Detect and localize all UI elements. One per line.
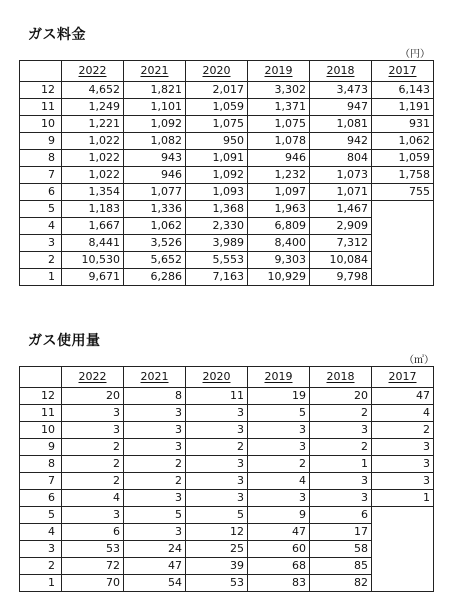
value-cell: 3 bbox=[124, 439, 186, 456]
value-cell: 5,652 bbox=[124, 252, 186, 269]
table-row bbox=[20, 201, 434, 218]
value-cell: 3 bbox=[310, 473, 372, 490]
month-cell: 9 bbox=[20, 133, 62, 150]
value-cell: 72 bbox=[62, 558, 124, 575]
year-header-label: 2021 bbox=[140, 64, 169, 77]
value-cell: 946 bbox=[124, 167, 186, 184]
value-cell bbox=[372, 507, 434, 524]
month-cell: 10 bbox=[20, 422, 62, 439]
value-cell: 5 bbox=[248, 405, 310, 422]
value-cell: 3 bbox=[124, 422, 186, 439]
table-row bbox=[20, 252, 434, 269]
value-cell: 1,963 bbox=[248, 201, 310, 218]
value-cell: 3 bbox=[124, 490, 186, 507]
value-cell: 9,303 bbox=[248, 252, 310, 269]
value-cell: 1,077 bbox=[124, 184, 186, 201]
value-cell: 9 bbox=[248, 507, 310, 524]
value-cell: 6,143 bbox=[372, 82, 434, 99]
value-cell: 9,671 bbox=[62, 269, 124, 286]
gas-usage-unit: （㎥） bbox=[404, 355, 434, 366]
value-cell: 3 bbox=[310, 490, 372, 507]
value-cell: 1,022 bbox=[62, 150, 124, 167]
value-cell: 58 bbox=[310, 541, 372, 558]
value-cell: 11 bbox=[186, 388, 248, 405]
value-cell: 10,530 bbox=[62, 252, 124, 269]
year-header-cell bbox=[62, 61, 124, 82]
month-cell: 8 bbox=[20, 456, 62, 473]
table-row bbox=[20, 218, 434, 235]
value-cell: 1,091 bbox=[186, 150, 248, 167]
value-cell: 1,075 bbox=[248, 116, 310, 133]
value-cell: 19 bbox=[248, 388, 310, 405]
value-cell: 3 bbox=[186, 422, 248, 439]
table-row bbox=[20, 507, 434, 524]
value-cell: 2 bbox=[62, 439, 124, 456]
value-cell: 1,071 bbox=[310, 184, 372, 201]
table-row bbox=[20, 490, 434, 507]
value-cell: 1 bbox=[310, 456, 372, 473]
year-header-label: 2019 bbox=[264, 370, 293, 383]
year-header-label: 2022 bbox=[78, 370, 107, 383]
value-cell: 2 bbox=[124, 473, 186, 490]
value-cell: 1,062 bbox=[372, 133, 434, 150]
value-cell: 3 bbox=[62, 507, 124, 524]
value-cell: 9,798 bbox=[310, 269, 372, 286]
month-cell: 1 bbox=[20, 269, 62, 286]
value-cell: 946 bbox=[248, 150, 310, 167]
value-cell: 20 bbox=[310, 388, 372, 405]
value-cell: 3 bbox=[124, 405, 186, 422]
value-cell: 1,336 bbox=[124, 201, 186, 218]
value-cell: 10,084 bbox=[310, 252, 372, 269]
month-cell: 12 bbox=[20, 388, 62, 405]
value-cell: 2,017 bbox=[186, 82, 248, 99]
value-cell: 931 bbox=[372, 116, 434, 133]
value-cell: 3 bbox=[372, 439, 434, 456]
gas-fee-title: ガス料金 bbox=[28, 27, 86, 43]
table-row bbox=[20, 541, 434, 558]
month-cell: 12 bbox=[20, 82, 62, 99]
table-row bbox=[20, 184, 434, 201]
value-cell: 1,092 bbox=[186, 167, 248, 184]
value-cell: 6,809 bbox=[248, 218, 310, 235]
value-cell: 4,652 bbox=[62, 82, 124, 99]
value-cell bbox=[372, 575, 434, 592]
value-cell: 6,286 bbox=[124, 269, 186, 286]
value-cell: 54 bbox=[124, 575, 186, 592]
value-cell bbox=[372, 541, 434, 558]
value-cell: 70 bbox=[62, 575, 124, 592]
value-cell: 3 bbox=[248, 439, 310, 456]
value-cell: 1,467 bbox=[310, 201, 372, 218]
gas-usage-title: ガス使用量 bbox=[28, 333, 101, 349]
value-cell: 3 bbox=[62, 405, 124, 422]
value-cell bbox=[372, 218, 434, 235]
value-cell: 68 bbox=[248, 558, 310, 575]
value-cell: 1,221 bbox=[62, 116, 124, 133]
value-cell: 1,191 bbox=[372, 99, 434, 116]
table-row bbox=[20, 133, 434, 150]
value-cell: 8 bbox=[124, 388, 186, 405]
header-corner-cell bbox=[20, 367, 62, 388]
table-row bbox=[20, 473, 434, 490]
month-cell: 1 bbox=[20, 575, 62, 592]
value-cell bbox=[372, 524, 434, 541]
month-cell: 5 bbox=[20, 201, 62, 218]
value-cell: 1,183 bbox=[62, 201, 124, 218]
value-cell: 5,553 bbox=[186, 252, 248, 269]
value-cell: 4 bbox=[62, 490, 124, 507]
year-header-label: 2020 bbox=[202, 64, 231, 77]
year-header-cell bbox=[124, 61, 186, 82]
value-cell: 2 bbox=[310, 405, 372, 422]
value-cell: 3 bbox=[310, 422, 372, 439]
table-row bbox=[20, 388, 434, 405]
header-row bbox=[20, 61, 434, 82]
year-header-cell bbox=[62, 367, 124, 388]
value-cell: 2,330 bbox=[186, 218, 248, 235]
table-row bbox=[20, 116, 434, 133]
value-cell: 1,073 bbox=[310, 167, 372, 184]
value-cell: 1,354 bbox=[62, 184, 124, 201]
value-cell bbox=[372, 201, 434, 218]
value-cell: 5 bbox=[124, 507, 186, 524]
value-cell: 804 bbox=[310, 150, 372, 167]
value-cell: 1,232 bbox=[248, 167, 310, 184]
value-cell: 53 bbox=[186, 575, 248, 592]
value-cell: 3 bbox=[248, 490, 310, 507]
value-cell: 17 bbox=[310, 524, 372, 541]
value-cell: 6 bbox=[62, 524, 124, 541]
value-cell: 2 bbox=[310, 439, 372, 456]
value-cell: 1,101 bbox=[124, 99, 186, 116]
table-row bbox=[20, 167, 434, 184]
month-cell: 7 bbox=[20, 167, 62, 184]
value-cell: 950 bbox=[186, 133, 248, 150]
value-cell: 82 bbox=[310, 575, 372, 592]
year-header-label: 2021 bbox=[140, 370, 169, 383]
table-row bbox=[20, 558, 434, 575]
value-cell: 2 bbox=[62, 456, 124, 473]
table-row bbox=[20, 150, 434, 167]
year-header-cell bbox=[248, 367, 310, 388]
value-cell: 20 bbox=[62, 388, 124, 405]
table-row bbox=[20, 99, 434, 116]
table-row bbox=[20, 524, 434, 541]
value-cell: 53 bbox=[62, 541, 124, 558]
value-cell: 39 bbox=[186, 558, 248, 575]
year-header-cell bbox=[310, 367, 372, 388]
value-cell: 2 bbox=[372, 422, 434, 439]
month-cell: 4 bbox=[20, 218, 62, 235]
year-header-label: 2020 bbox=[202, 370, 231, 383]
table-row bbox=[20, 405, 434, 422]
value-cell: 1,059 bbox=[186, 99, 248, 116]
year-header-label: 2017 bbox=[388, 370, 417, 383]
value-cell: 1,059 bbox=[372, 150, 434, 167]
value-cell: 3 bbox=[248, 422, 310, 439]
value-cell: 2,909 bbox=[310, 218, 372, 235]
value-cell: 3 bbox=[186, 490, 248, 507]
value-cell: 3 bbox=[124, 524, 186, 541]
month-cell: 2 bbox=[20, 252, 62, 269]
value-cell: 1,082 bbox=[124, 133, 186, 150]
value-cell: 7,163 bbox=[186, 269, 248, 286]
value-cell: 47 bbox=[248, 524, 310, 541]
value-cell bbox=[372, 558, 434, 575]
table-row bbox=[20, 422, 434, 439]
year-header-label: 2022 bbox=[78, 64, 107, 77]
gas-fee-table bbox=[19, 60, 434, 286]
value-cell: 1,078 bbox=[248, 133, 310, 150]
value-cell: 1,022 bbox=[62, 133, 124, 150]
month-cell: 3 bbox=[20, 235, 62, 252]
value-cell: 3,473 bbox=[310, 82, 372, 99]
value-cell: 1,093 bbox=[186, 184, 248, 201]
year-header-cell bbox=[186, 367, 248, 388]
value-cell: 83 bbox=[248, 575, 310, 592]
year-header-cell bbox=[372, 61, 434, 82]
year-header-label: 2019 bbox=[264, 64, 293, 77]
value-cell: 8,400 bbox=[248, 235, 310, 252]
value-cell: 3 bbox=[372, 456, 434, 473]
value-cell: 3 bbox=[186, 456, 248, 473]
value-cell bbox=[372, 269, 434, 286]
header-row bbox=[20, 367, 434, 388]
value-cell: 1,075 bbox=[186, 116, 248, 133]
value-cell: 8,441 bbox=[62, 235, 124, 252]
gas-usage-table bbox=[19, 366, 434, 592]
value-cell: 943 bbox=[124, 150, 186, 167]
value-cell: 4 bbox=[248, 473, 310, 490]
value-cell: 3,526 bbox=[124, 235, 186, 252]
value-cell bbox=[372, 235, 434, 252]
value-cell: 755 bbox=[372, 184, 434, 201]
value-cell: 3 bbox=[62, 422, 124, 439]
value-cell: 5 bbox=[186, 507, 248, 524]
table-row bbox=[20, 235, 434, 252]
value-cell: 3,302 bbox=[248, 82, 310, 99]
year-header-cell bbox=[372, 367, 434, 388]
value-cell: 2 bbox=[62, 473, 124, 490]
table-row bbox=[20, 575, 434, 592]
gas-fee-unit: （円） bbox=[400, 49, 430, 60]
month-cell: 11 bbox=[20, 99, 62, 116]
value-cell: 12 bbox=[186, 524, 248, 541]
month-cell: 2 bbox=[20, 558, 62, 575]
value-cell: 60 bbox=[248, 541, 310, 558]
month-cell: 5 bbox=[20, 507, 62, 524]
value-cell: 47 bbox=[372, 388, 434, 405]
month-cell: 11 bbox=[20, 405, 62, 422]
value-cell: 24 bbox=[124, 541, 186, 558]
value-cell: 2 bbox=[248, 456, 310, 473]
value-cell bbox=[372, 252, 434, 269]
value-cell: 947 bbox=[310, 99, 372, 116]
value-cell: 3 bbox=[186, 473, 248, 490]
month-cell: 4 bbox=[20, 524, 62, 541]
year-header-cell bbox=[186, 61, 248, 82]
value-cell: 1,092 bbox=[124, 116, 186, 133]
value-cell: 1 bbox=[372, 490, 434, 507]
month-cell: 6 bbox=[20, 490, 62, 507]
table-row bbox=[20, 82, 434, 99]
value-cell: 1,022 bbox=[62, 167, 124, 184]
month-cell: 8 bbox=[20, 150, 62, 167]
month-cell: 10 bbox=[20, 116, 62, 133]
value-cell: 47 bbox=[124, 558, 186, 575]
year-header-cell bbox=[310, 61, 372, 82]
month-cell: 7 bbox=[20, 473, 62, 490]
value-cell: 2 bbox=[124, 456, 186, 473]
table-row bbox=[20, 269, 434, 286]
value-cell: 6 bbox=[310, 507, 372, 524]
value-cell: 1,249 bbox=[62, 99, 124, 116]
month-cell: 3 bbox=[20, 541, 62, 558]
value-cell: 942 bbox=[310, 133, 372, 150]
value-cell: 1,758 bbox=[372, 167, 434, 184]
value-cell: 25 bbox=[186, 541, 248, 558]
value-cell: 85 bbox=[310, 558, 372, 575]
value-cell: 2 bbox=[186, 439, 248, 456]
value-cell: 1,667 bbox=[62, 218, 124, 235]
month-cell: 9 bbox=[20, 439, 62, 456]
month-cell: 6 bbox=[20, 184, 62, 201]
value-cell: 1,371 bbox=[248, 99, 310, 116]
value-cell: 7,312 bbox=[310, 235, 372, 252]
value-cell: 10,929 bbox=[248, 269, 310, 286]
value-cell: 1,062 bbox=[124, 218, 186, 235]
year-header-label: 2017 bbox=[388, 64, 417, 77]
year-header-cell bbox=[124, 367, 186, 388]
value-cell: 1,097 bbox=[248, 184, 310, 201]
value-cell: 4 bbox=[372, 405, 434, 422]
year-header-label: 2018 bbox=[326, 64, 355, 77]
value-cell: 1,081 bbox=[310, 116, 372, 133]
table-row bbox=[20, 456, 434, 473]
year-header-label: 2018 bbox=[326, 370, 355, 383]
year-header-cell bbox=[248, 61, 310, 82]
value-cell: 3 bbox=[186, 405, 248, 422]
value-cell: 1,821 bbox=[124, 82, 186, 99]
value-cell: 1,368 bbox=[186, 201, 248, 218]
table-row bbox=[20, 439, 434, 456]
value-cell: 3 bbox=[372, 473, 434, 490]
value-cell: 3,989 bbox=[186, 235, 248, 252]
header-corner-cell bbox=[20, 61, 62, 82]
